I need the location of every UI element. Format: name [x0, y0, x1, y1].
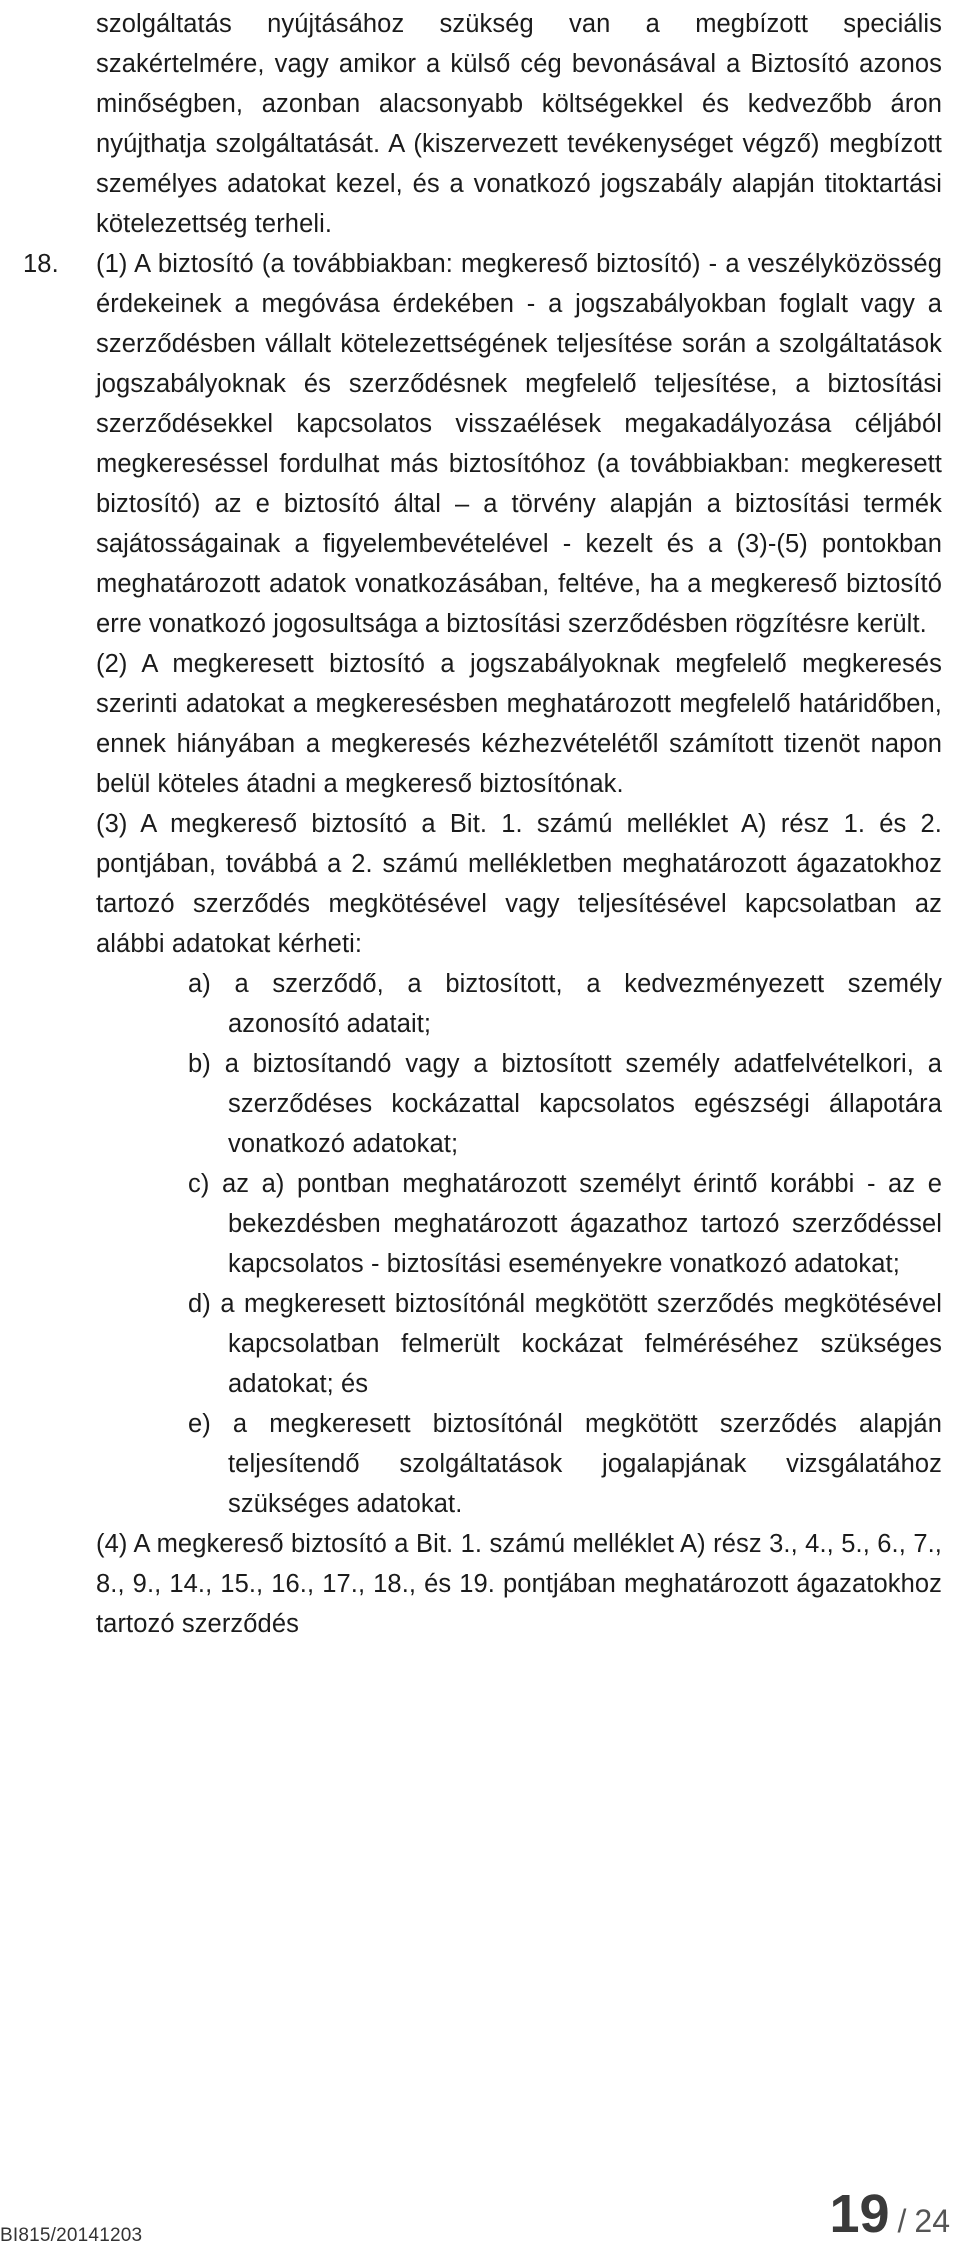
paragraph-2: (2) A megkeresett biztosító a jogszabályoknak megfelelő megkeresés szerinti adatokat a megkeresésben meghatározott megfelelő határidőben, ennek hiányában a megkeresés kézhezvételétől számított tizenöt napon belül köteles átadni a megkereső biztosítónak.	[96, 650, 942, 798]
page-current: 19	[829, 2184, 890, 2244]
document-code: BI815/20141203	[0, 2225, 143, 2246]
item-list	[188, 964, 942, 1524]
list-item-b: b) a biztosítandó vagy a biztosított személy adatfelvételkori, a szerződéses kockázattal kapcsolatos egészségi állapotára vonatkozó adatokat;	[188, 1050, 942, 1158]
intro-paragraph: szolgáltatás nyújtásához szükség van a megbízott speciális szakértelmére, vagy amikor a külső cég bevonásával a Biztosító azonos minőségben, azonban alacsonyabb költségekkel és kedvezőbb áron nyújthatja szolgáltatását. A (kiszervezett tevékenységet végző) megbízott személyes adatokat kezel, és a vonatkozó jogszabály alapján titoktartási kötelezettség terheli.	[96, 10, 942, 238]
section-number: 18.	[23, 250, 59, 278]
list-item-a: a) a szerződő, a biztosított, a kedvezményezett személy azonosító adatait;	[188, 970, 942, 1038]
paragraph-3: (3) A megkereső biztosító a Bit. 1. számú melléklet A) rész 1. és 2. pontjában, továbbá a 2. számú mellékletben meghatározott ágazatokhoz tartozó szerződés megkötésével vagy teljesítésével kapcsolatban az alábbi adatokat kérheti:	[96, 810, 942, 958]
body-text	[23, 4, 942, 1644]
list-item-d: d) a megkeresett biztosítónál megkötött szerződés megkötésével kapcsolatban felmerült kockázat felméréséhez szükséges adatokat; és	[188, 1290, 942, 1398]
paragraph-4: (4) A megkereső biztosító a Bit. 1. számú melléklet A) rész 3., 4., 5., 6., 7., 8., 9., 14., 15., 16., 17., 18., és 19. pontjában meghatározott ágazatokhoz tartozó szerződés	[96, 1530, 942, 1638]
list-item-c: c) az a) pontban meghatározott személyt érintő korábbi - az e bekezdésben meghatározott ágazathoz tartozó szerződéssel kapcsolatos - biztosítási eseményekre vonatkozó adatokat;	[188, 1170, 942, 1278]
page-total: 24	[914, 2203, 950, 2239]
paragraph-1: (1) A biztosító (a továbbiakban: megkereső biztosító) - a veszélyközösség érdekeinek a megóvása érdekében - a jogszabályokban foglalt vagy a szerződésben vállalt kötelezettségének teljesítése során a szolgáltatások jogszabályoknak és szerződésnek megfelelő teljesítése, a biztosítási szerződésekkel kapcsolatos visszaélések megakadályozása céljából megkereséssel fordulhat más biztosítóhoz (a továbbiakban: megkeresett biztosító) az e biztosító által – a törvény alapján a biztosítási termék sajátosságainak a figyelembevételével - kezelt és a (3)-(5) pontokban meghatározott adatok vonatkozásában, feltéve, ha a megkereső biztosító erre vonatkozó jogosultsága a biztosítási szerződésben rögzítésre került.	[96, 250, 942, 638]
section-18	[23, 244, 942, 1644]
page-number	[829, 2184, 950, 2244]
page-separator: /	[897, 2203, 907, 2239]
list-item-e: e) a megkeresett biztosítónál megkötött szerződés alapján teljesítendő szolgáltatások jogalapjának vizsgálatához szükséges adatokat.	[188, 1410, 942, 1518]
